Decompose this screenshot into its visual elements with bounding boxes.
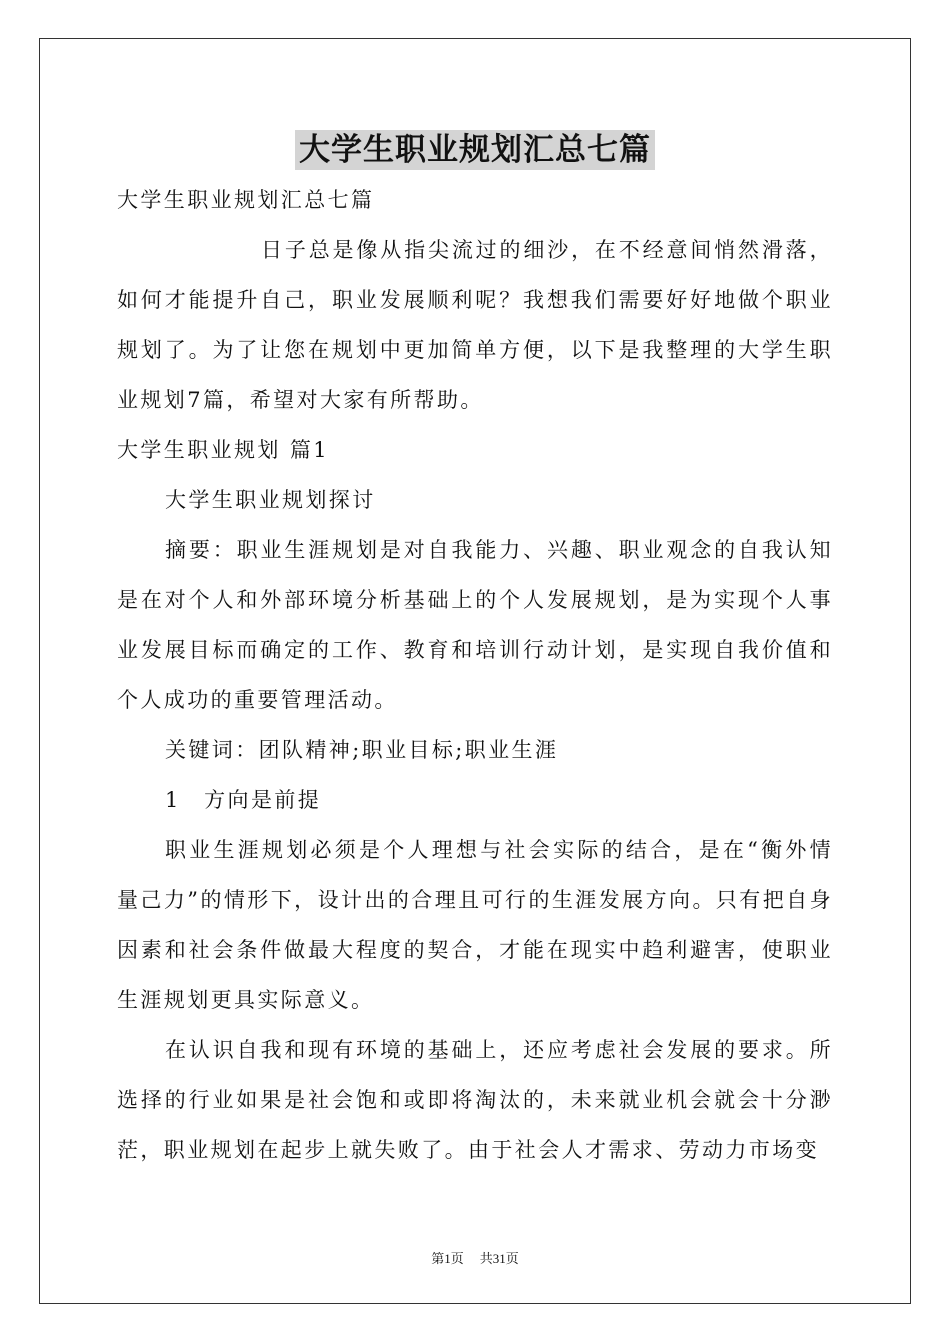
body-paragraph: 职业生涯规划必须是个人理想与社会实际的结合，是在“衡外情量己力”的情形下，设计出的合理且可行的生涯发展方向。只有把自身因素和社会条件做最大程度的契合，才能在现实中趋利避害，使职业生涯规划更具实际意义。 <box>117 838 833 1012</box>
page-total: 共31页 <box>479 1251 519 1266</box>
page-footer <box>0 1248 950 1267</box>
subtitle-paragraph: 大学生职业规划汇总七篇 <box>117 188 375 212</box>
body-paragraph: 在认识自我和现有环境的基础上，还应考虑社会发展的要求。所选择的行业如果是社会饱和或即将淘汰的，未来就业机会就会十分渺茫，职业规划在起步上就失败了。由于社会人才需求、劳动力市场变 <box>117 1038 833 1162</box>
page-number: 第1页 <box>431 1251 464 1266</box>
keywords-paragraph: 关键词：团队精神;职业目标;职业生涯 <box>165 738 559 762</box>
document-body <box>117 175 833 1175</box>
document-title <box>0 126 950 173</box>
intro-paragraph: 日子总是像从指尖流过的细沙，在不经意间悄然滑落，如何才能提升自己，职业发展顺利呢？我想我们需要好好地做个职业规划了。为了让您在规划中更加简单方便，以下是我整理的大学生职业规划7篇，希望对大家有所帮助。 <box>117 238 833 412</box>
subheading-direction: 1 方向是前提 <box>165 788 322 812</box>
section-heading: 大学生职业规划 篇1 <box>117 438 330 462</box>
abstract-paragraph: 摘要：职业生涯规划是对自我能力、兴趣、职业观念的自我认知是在对个人和外部环境分析基础上的个人发展规划，是为实现个人事业发展目标而确定的工作、教育和培训行动计划，是实现自我价值和个人成功的重要管理活动。 <box>117 538 833 712</box>
document-title-text: 大学生职业规划汇总七篇 <box>295 130 655 170</box>
article-title: 大学生职业规划探讨 <box>165 488 376 512</box>
